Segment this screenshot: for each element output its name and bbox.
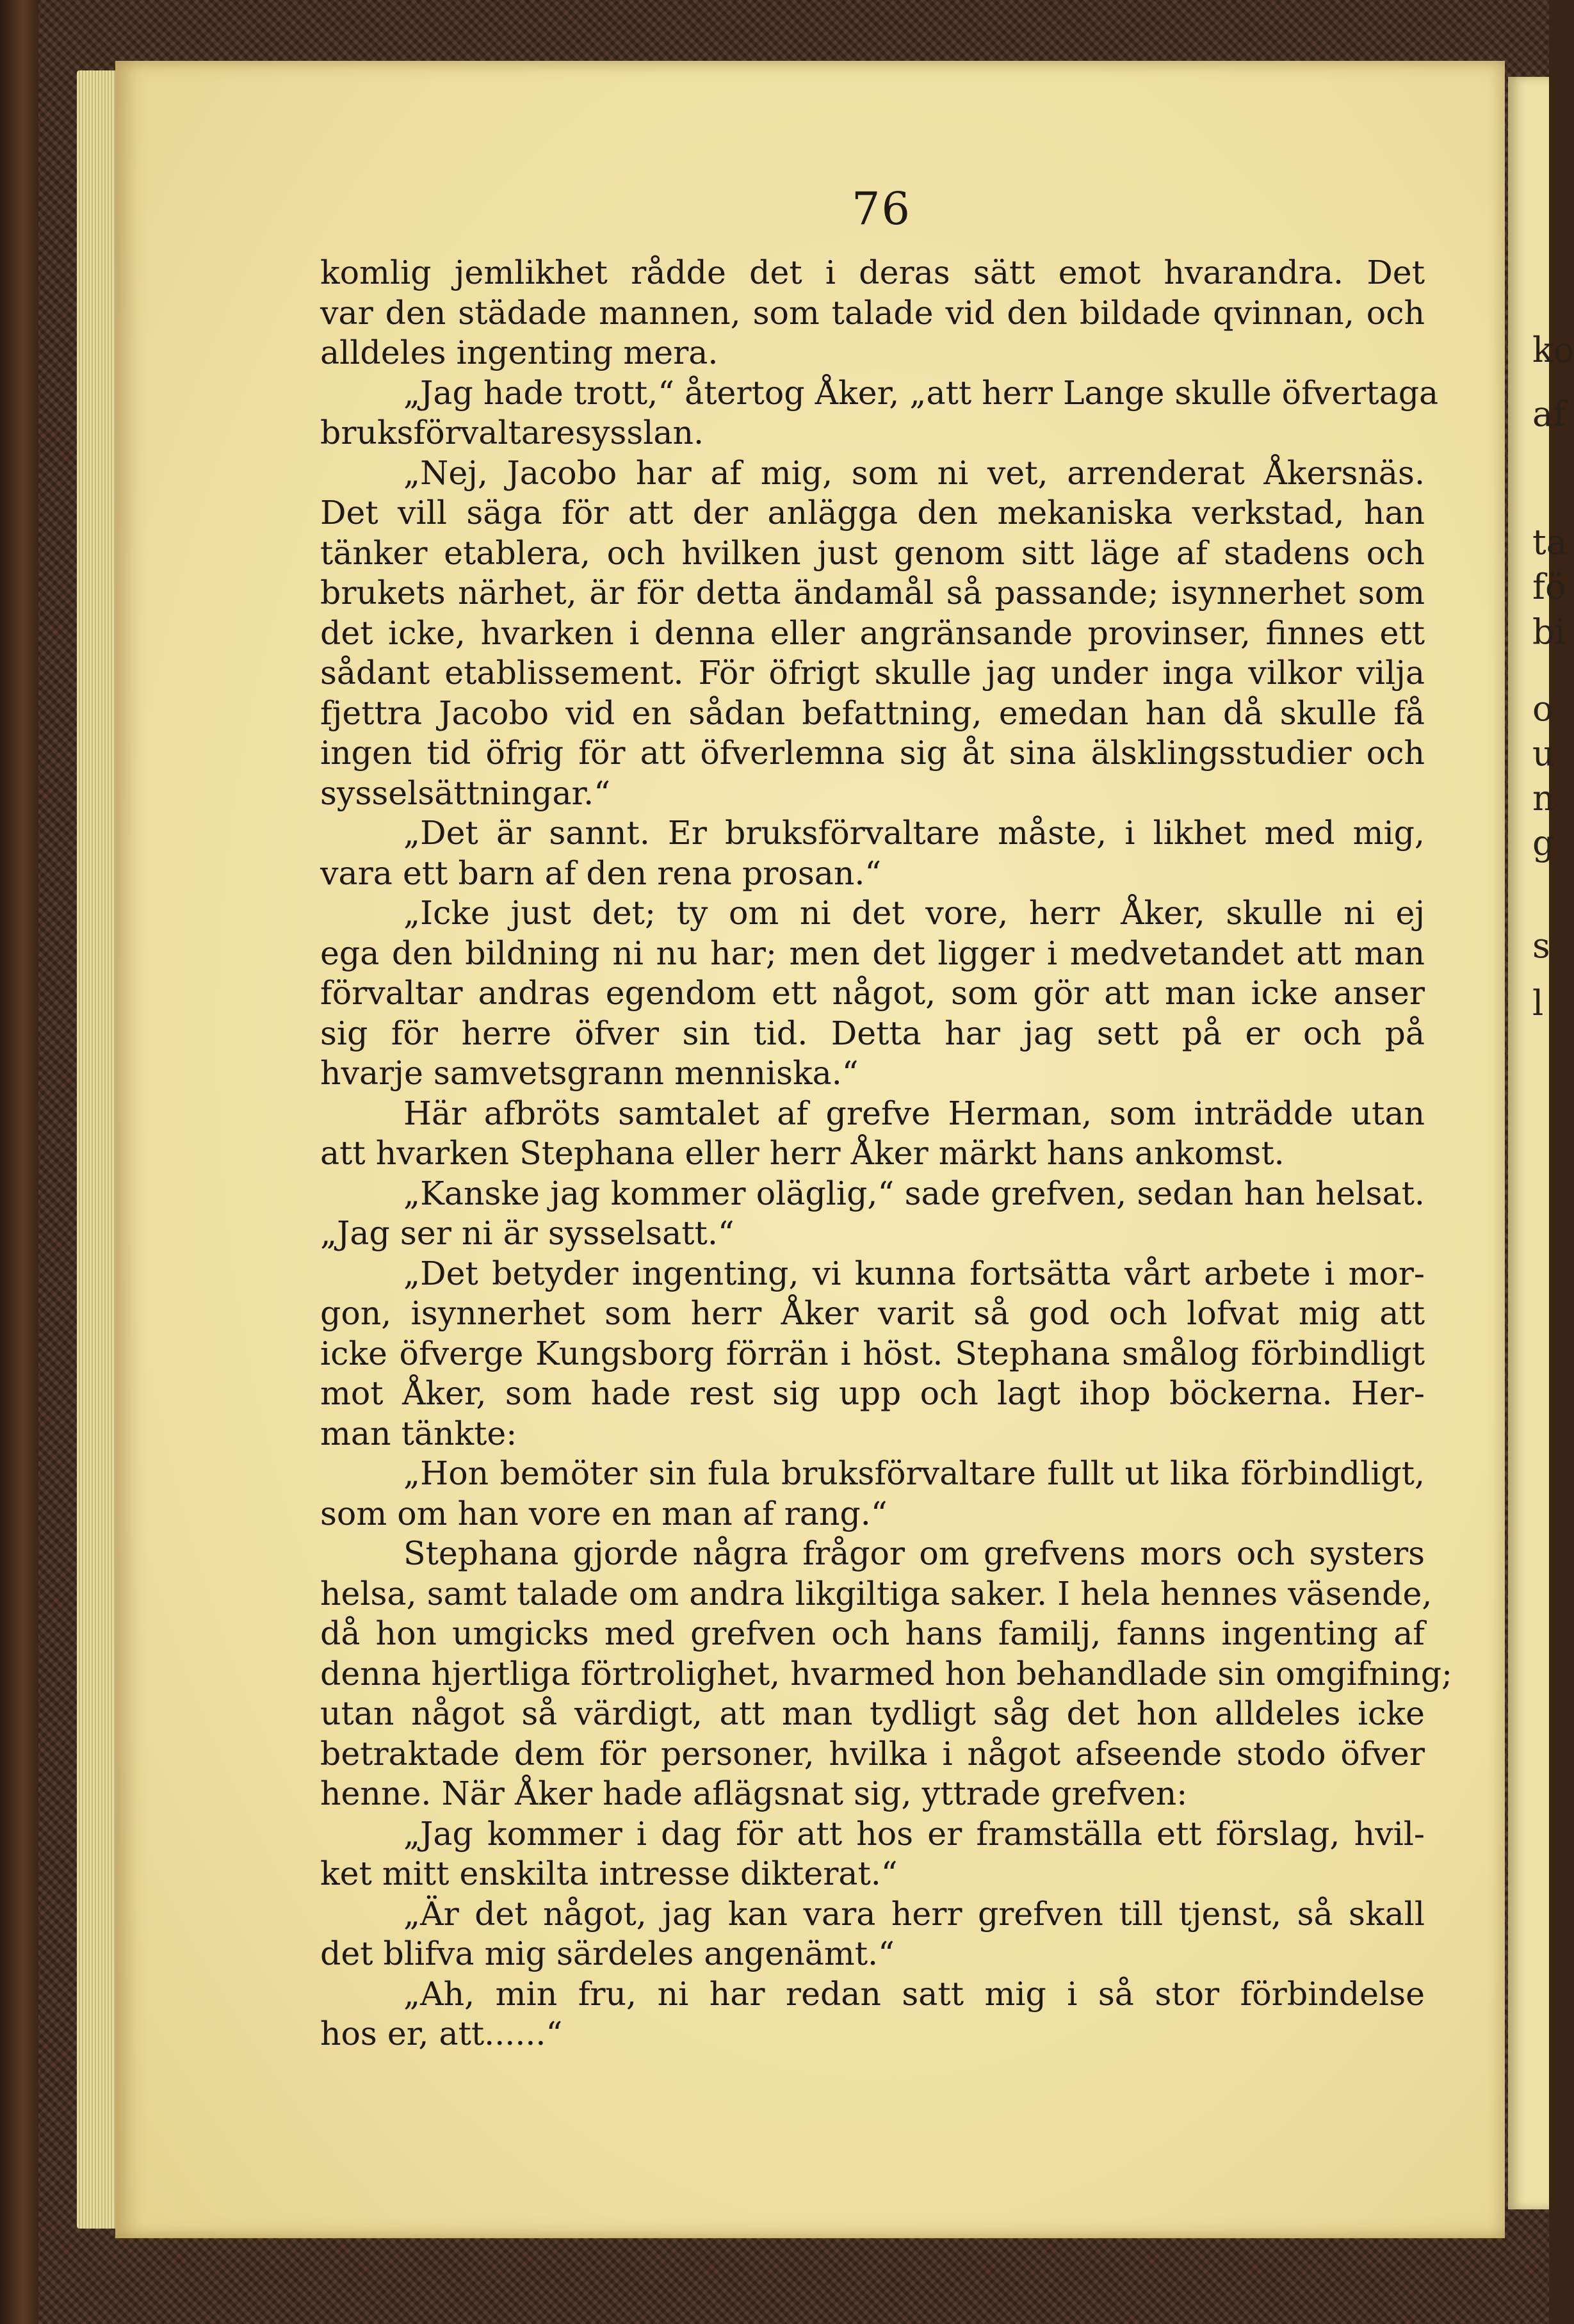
text-line: var den städade mannen, som talade vid den bildade qvinnan, och	[320, 293, 1425, 332]
next-page-fragment: bi	[1532, 612, 1566, 652]
text-line: då hon umgicks med grefven och hans familj, fanns ingenting af	[320, 1614, 1425, 1652]
text-line: henne. När Åker hade aflägsnat sig, yttrade grefven:	[320, 1775, 1188, 1812]
text-line: det blifva mig särdeles angenämt.“	[320, 1935, 895, 1972]
text-line: tänker etablera, och hvilken just genom sitt läge af stadens och	[320, 533, 1425, 572]
text-line: att hvarken Stephana eller herr Åker märkt hans ankomst.	[320, 1134, 1285, 1172]
text-line: Här afbröts samtalet af grefve Herman, som inträdde utan	[403, 1094, 1425, 1132]
next-page-edge	[1508, 77, 1574, 2209]
text-line: man tänkte:	[320, 1414, 517, 1452]
text-line: sådant etablissement. För öfrigt skulle jag under inga vilkor vilja	[320, 654, 1425, 692]
text-line: denna hjertliga förtrolighet, hvarmed hon behandlade sin omgifning;	[320, 1654, 1453, 1693]
text-line: „Det betyder ingenting, vi kunna fortsätta vårt arbete i mor-	[403, 1254, 1425, 1292]
text-line: „Jag kommer i dag för att hos er framställa ett förslag, hvil-	[403, 1814, 1425, 1853]
next-page-fragment: u	[1532, 733, 1555, 774]
book-spine-edge	[0, 0, 38, 2324]
text-line: bruksförvaltaresysslan.	[320, 414, 704, 451]
text-line: „Det är sannt. Er bruksförvaltare måste, i likhet med mig,	[403, 814, 1425, 852]
page-body-text	[320, 253, 1453, 2054]
text-line: förvaltar andras egendom ett något, som gör att man icke anser	[320, 974, 1425, 1012]
next-page-fragment: ko	[1532, 330, 1574, 370]
text-line: mot Åker, som hade rest sig upp och lagt ihop böckerna. Her-	[320, 1374, 1425, 1412]
next-page-fragment: l	[1532, 983, 1544, 1023]
text-line: „Jag hade trott,“ återtog Åker, „att herr Lange skulle öfvertaga	[403, 373, 1439, 412]
next-page-fragment: af	[1532, 394, 1566, 434]
text-line: helsa, samt talade om andra likgiltiga saker. I hela hennes väsende,	[320, 1574, 1432, 1613]
text-line: „Hon bemöter sin fula bruksförvaltare fullt ut lika förbindligt,	[403, 1454, 1425, 1492]
text-line: alldeles ingenting mera.	[320, 334, 718, 371]
page-number: 76	[852, 183, 912, 235]
text-line: „Icke just det; ty om ni det vore, herr Åker, skulle ni ej	[403, 894, 1425, 932]
text-line: brukets närhet, är för detta ändamål så passande; isynnerhet som	[320, 574, 1425, 612]
text-line: som om han vore en man af rang.“	[320, 1494, 888, 1532]
text-line: sig för herre öfver sin tid. Detta har jag sett på er och på	[320, 1014, 1425, 1052]
next-page-fragment: n	[1532, 778, 1555, 818]
text-line: det icke, hvarken i denna eller angränsande provinser, finnes ett	[320, 614, 1425, 652]
text-line: utan något så värdigt, att man tydligt såg det hon alldeles icke	[320, 1694, 1425, 1732]
text-line: „Är det något, jag kan vara herr grefven till tjenst, så skall	[403, 1894, 1425, 1933]
text-line: sysselsättningar.“	[320, 774, 611, 812]
text-line: vara ett barn af den rena prosan.“	[320, 854, 882, 892]
next-page-fragment: o	[1532, 688, 1554, 729]
text-line: Stephana gjorde några frågor om grefvens mors och systers	[403, 1534, 1425, 1572]
text-line: ega den bildning ni nu har; men det ligger i medvetandet att man	[320, 934, 1425, 972]
text-line: hos er, att......“	[320, 2015, 563, 2052]
text-line: „Jag ser ni är sysselsatt.“	[320, 1214, 734, 1252]
next-page-fragment: s	[1532, 925, 1550, 966]
text-line: „Kanske jag kommer oläglig,“ sade grefven, sedan han helsat.	[403, 1174, 1425, 1212]
next-page-fragment: ta	[1532, 522, 1567, 562]
next-page-fragment: g	[1532, 823, 1555, 863]
text-line: betraktade dem för personer, hvilka i något afseende stodo öfver	[320, 1734, 1425, 1773]
text-line: „Ah, min fru, ni har redan satt mig i så stor förbindelse	[403, 1974, 1425, 2013]
text-line: ingen tid öfrig för att öfverlemna sig åt sina älsklingsstudier och	[320, 734, 1425, 772]
text-line: icke öfverge Kungsborg förrän i höst. Stephana smålog förbindligt	[320, 1334, 1425, 1372]
next-page-fragment: fö	[1532, 567, 1566, 607]
text-line: fjettra Jacobo vid en sådan befattning, emedan han då skulle få	[320, 694, 1425, 732]
text-line: „Nej, Jacobo har af mig, som ni vet, arrenderat Åkersnäs.	[403, 453, 1425, 492]
text-line: Det vill säga för att der anlägga den mekaniska verkstad, han	[320, 494, 1425, 532]
text-line: gon, isynnerhet som herr Åker varit så god och lofvat mig att	[320, 1294, 1425, 1332]
text-line: komlig jemlikhet rådde det i deras sätt emot hvarandra. Det	[320, 254, 1425, 291]
text-line: ket mitt enskilta intresse dikterat.“	[320, 1855, 898, 1892]
text-line: hvarje samvetsgrann menniska.“	[320, 1054, 859, 1092]
